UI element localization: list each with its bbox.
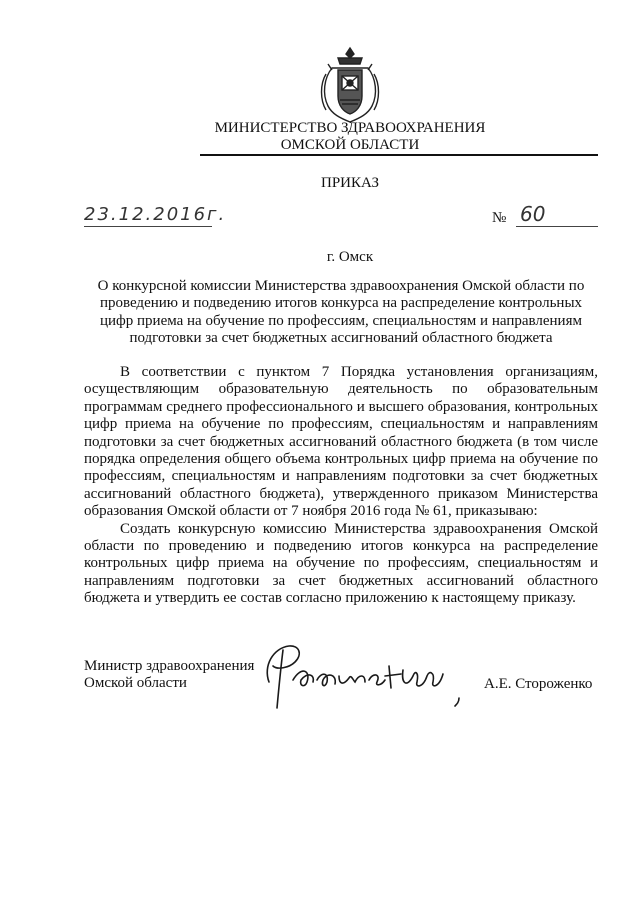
ministry-name-line1: МИНИСТЕРСТВО ЗДРАВООХРАНЕНИЯ xyxy=(214,120,486,136)
order-number-label: № xyxy=(492,210,507,226)
order-number: 60 xyxy=(520,202,546,226)
ministry-name-line2: ОМСКОЙ ОБЛАСТИ xyxy=(280,137,420,153)
document-title: ПРИКАЗ xyxy=(321,175,379,191)
date-underline xyxy=(84,226,212,227)
signatory-title-line1: Министр здравоохранения xyxy=(84,658,255,674)
coat-of-arms-icon xyxy=(318,44,382,126)
city: г. Омск xyxy=(326,249,374,265)
order-subject: О конкурсной комиссии Министерства здравоохранения Омской области по проведению и подведению итогов конкурса на распределение контрольных цифр приема на обучение по профессиям, специальностям и направлениям подготовки за счет бюджетных ассигнований областного бюджета xyxy=(97,278,585,347)
signatory-title xyxy=(84,658,254,693)
order-body xyxy=(84,364,598,608)
body-paragraph: В соответствии с пунктом 7 Порядка установления организациям, осуществляющим образовательную деятельность по образовательным программам среднего профессионального и высшего образования, контрольных цифр приема на обучение по профессиям, специальностям и направлениям подготовки за счет бюджетных ассигнований областного бюджета (в том числе порядка определения общего объема контрольных цифр приема на обучение по профессиям, специальностям и направлениям подготовки за счет бюджетных ассигнований областного бюджета), утвержденного приказом Министерства образования Омской области от 7 ноября 2016 года № 61, приказываю: xyxy=(84,364,598,520)
signatory-title-line2: Омской области xyxy=(84,675,187,692)
number-underline xyxy=(516,226,598,227)
order-date: 23.12.2016г. xyxy=(84,204,227,225)
handwritten-signature xyxy=(255,636,465,716)
header-divider xyxy=(200,154,598,156)
body-paragraph: Создать конкурсную комиссию Министерства здравоохранения Омской области по проведению и подведению итогов конкурса на распределение контрольных цифр приема на обучение по профессиям, специальностям и направлениям подготовки за счет бюджетных ассигнований областного бюджета и утвердить ее состав согласно приложению к настоящему приказу. xyxy=(84,520,598,607)
signatory-name: А.Е. Стороженко xyxy=(484,676,593,692)
